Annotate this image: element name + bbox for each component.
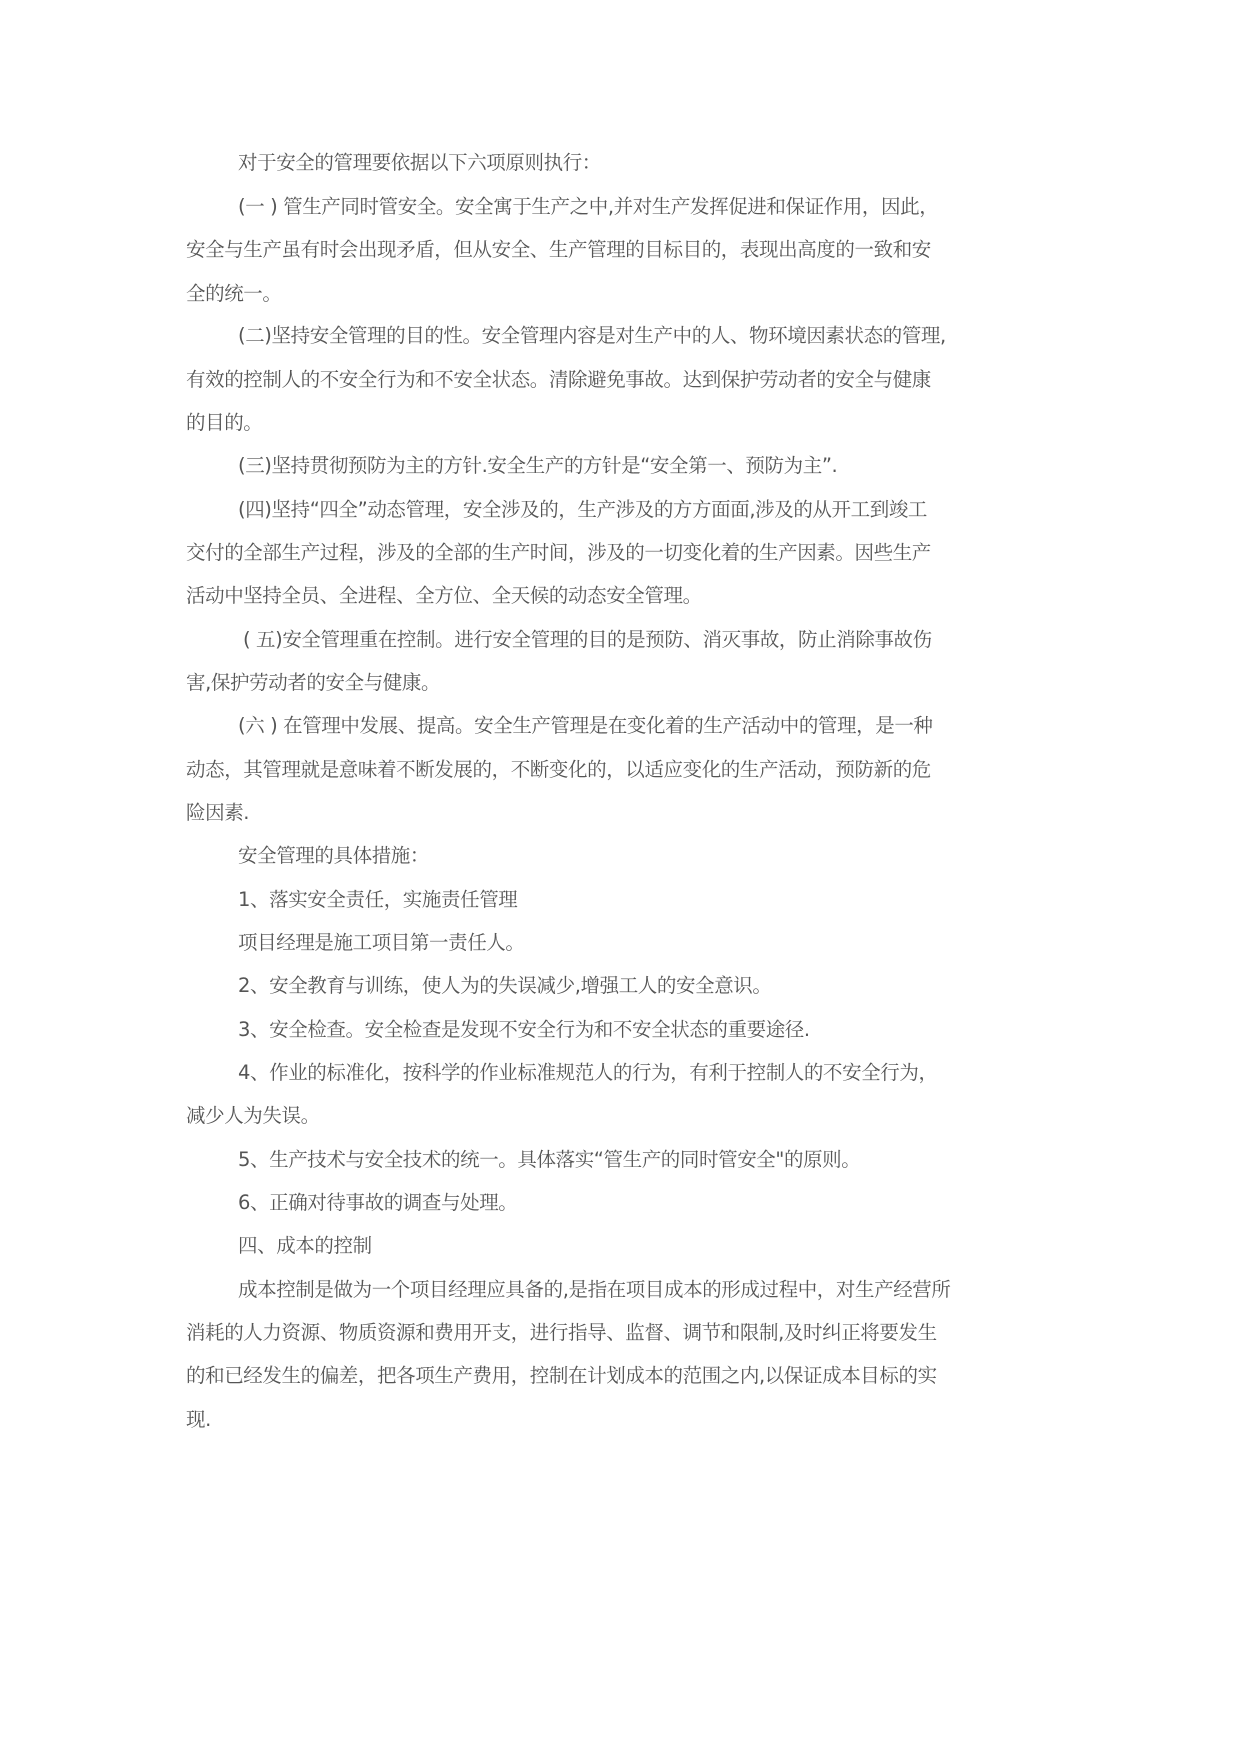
- text-line: ( 五)安全管理重在控制。进行安全管理的目的是预防、消灭事故，防止消除事故伤: [243, 628, 932, 651]
- text-line: 害,保护劳动者的安全与健康。: [186, 671, 441, 694]
- text-line: 的和已经发生的偏差，把各项生产费用，控制在计划成本的范围之内,以保证成本目标的实: [186, 1364, 937, 1387]
- text-line: 2、安全教育与训练，使人为的失误减少,增强工人的安全意识。: [238, 974, 772, 997]
- text-line: (一 ) 管生产同时管安全。安全寓于生产之中,并对生产发挥促进和保证作用，因此，: [238, 195, 939, 218]
- text-line: 的目的。: [186, 411, 263, 434]
- text-line: 成本控制是做为一个项目经理应具备的,是指在项目成本的形成过程中，对生产经营所: [238, 1278, 951, 1301]
- text-line: (二)坚持安全管理的目的性。安全管理内容是对生产中的人、物环境因素状态的管理,: [238, 324, 946, 347]
- text-line: 5、生产技术与安全技术的统一。具体落实“管生产的同时管安全"的原则。: [238, 1148, 861, 1171]
- text-line: (六 ) 在管理中发展、提高。安全生产管理是在变化着的生产活动中的管理，是一种: [238, 714, 933, 737]
- text-line: 减少人为失误。: [186, 1104, 320, 1127]
- text-line: 6、正确对待事故的调查与处理。: [238, 1191, 518, 1214]
- text-line: 项目经理是施工项目第一责任人。: [238, 931, 525, 954]
- text-line: 安全管理的具体措施：: [238, 844, 430, 867]
- text-line: (四)坚持“四全”动态管理，安全涉及的，生产涉及的方方面面,涉及的从开工到竣工: [238, 498, 928, 521]
- text-line: (三)坚持贯彻预防为主的方针.安全生产的方针是“安全第一、预防为主”.: [238, 454, 838, 477]
- text-line: 1、落实安全责任，实施责任管理: [238, 888, 518, 911]
- text-line: 对于安全的管理要依据以下六项原则执行：: [238, 151, 601, 174]
- text-line: 险因素.: [186, 801, 250, 824]
- section-heading: 四、成本的控制: [238, 1234, 372, 1257]
- text-line: 有效的控制人的不安全行为和不安全状态。清除避免事故。达到保护劳动者的安全与健康: [186, 368, 931, 391]
- text-line: 全的统一。: [186, 282, 282, 305]
- text-line: 4、作业的标准化，按科学的作业标准规范人的行为，有利于控制人的不安全行为，: [238, 1061, 938, 1084]
- text-line: 动态，其管理就是意味着不断发展的，不断变化的，以适应变化的生产活动，预防新的危: [186, 758, 931, 781]
- text-line: 现.: [186, 1408, 211, 1431]
- text-line: 活动中坚持全员、全进程、全方位、全天候的动态安全管理。: [186, 584, 702, 607]
- text-line: 交付的全部生产过程，涉及的全部的生产时间，涉及的一切变化着的生产因素。因些生产: [186, 541, 931, 564]
- text-line: 3、安全检查。安全检查是发现不安全行为和不安全状态的重要途径.: [238, 1018, 810, 1041]
- text-line: 安全与生产虽有时会出现矛盾，但从安全、生产管理的目标目的，表现出高度的一致和安: [186, 238, 931, 261]
- text-line: 消耗的人力资源、物质资源和费用开支，进行指导、监督、调节和限制,及时纠正将要发生: [186, 1321, 937, 1344]
